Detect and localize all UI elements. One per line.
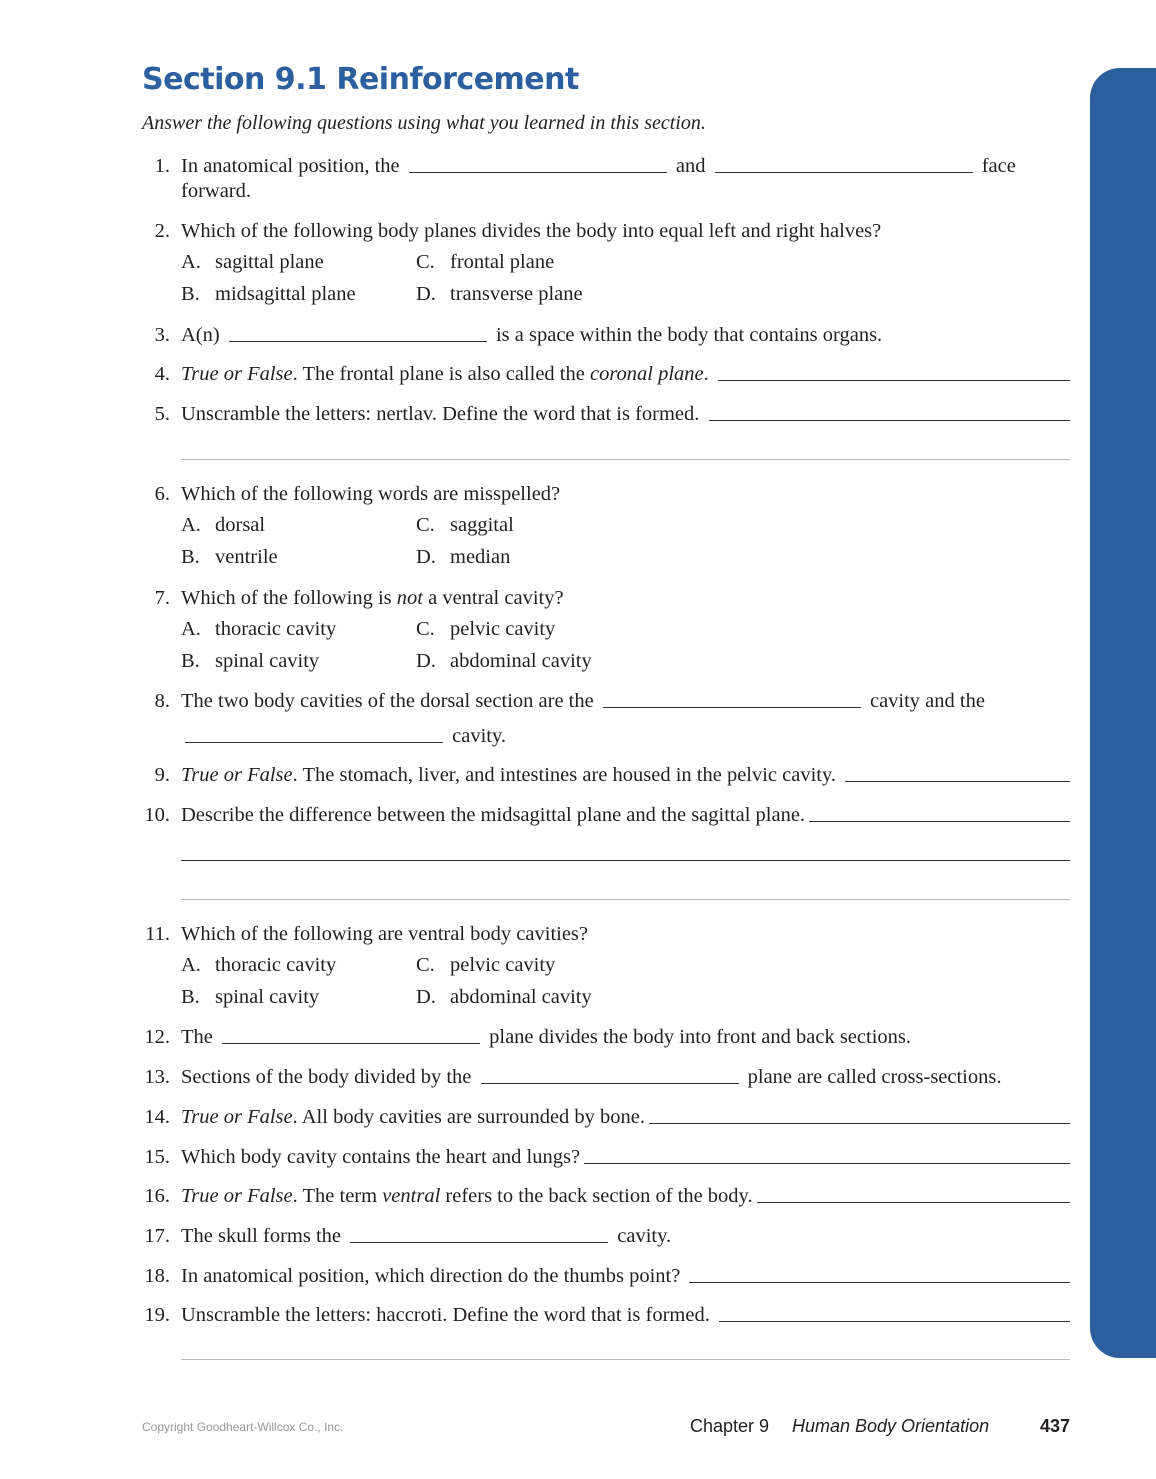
question-line [142, 1222, 1070, 1248]
question-number: 11. [145, 923, 170, 945]
option-text[interactable]: thoracic cavity [215, 618, 337, 640]
option-text[interactable]: frontal plane [450, 251, 555, 273]
question-line [142, 1063, 1070, 1089]
page-number: 437 [1040, 1416, 1071, 1436]
question-line [142, 920, 1070, 946]
question-line [142, 152, 1070, 178]
question-line [142, 177, 1070, 203]
question-number: 15. [144, 1146, 170, 1168]
question-number: 6. [154, 483, 170, 505]
question-text: . [703, 363, 714, 385]
emphasis-text: True or False [181, 1185, 293, 1207]
question-line [142, 1143, 1070, 1169]
question-line [142, 1182, 1070, 1208]
answer-blank[interactable] [689, 1281, 1070, 1283]
question-number: 14. [144, 1106, 170, 1128]
question-line [142, 761, 1070, 787]
option-text[interactable]: pelvic cavity [450, 618, 556, 640]
option-letter: C. [416, 514, 435, 536]
question-text: a ventral cavity? [422, 587, 564, 609]
answer-blank[interactable] [481, 1082, 739, 1084]
section-title: Section 9.1 Reinforcement [142, 62, 579, 97]
option-text[interactable]: abdominal cavity [450, 986, 592, 1008]
question-text: Which of the following are ventral body cavities? [181, 923, 589, 945]
chapter-side-tab [1090, 68, 1156, 1358]
option-letter: A. [181, 618, 201, 640]
question-text: Unscramble the letters: nertlav. Define the word that is formed. [181, 403, 705, 425]
question-number: 17. [144, 1225, 170, 1247]
question-text: Unscramble the letters: haccroti. Define the word that is formed. [181, 1304, 715, 1326]
option-letter: C. [416, 251, 435, 273]
question-text: plane divides the body into front and back sections. [484, 1026, 911, 1048]
question-text: plane are called cross-sections. [742, 1066, 1002, 1088]
option-text[interactable]: spinal cavity [215, 650, 320, 672]
answer-blank[interactable] [809, 820, 1070, 822]
question-text: cavity. [612, 1225, 672, 1247]
question-text: face [976, 155, 1016, 177]
answer-blank[interactable] [649, 1122, 1070, 1124]
answer-blank[interactable] [185, 741, 443, 743]
question-line [142, 722, 1070, 748]
question-text: In anatomical position, which direction do the thumbs point? [181, 1265, 686, 1287]
option-letter: C. [416, 618, 435, 640]
answer-blank[interactable] [603, 706, 861, 708]
emphasis-text: ventral [382, 1185, 441, 1207]
answer-blank[interactable] [584, 1162, 1070, 1164]
chapter-label: Chapter 9 [690, 1416, 770, 1436]
option-letter: A. [181, 251, 201, 273]
question-text: is a space within the body that contains organs. [490, 324, 883, 346]
emphasis-text: True or False [181, 363, 293, 385]
option-letter: C. [416, 954, 435, 976]
question-number: 8. [154, 690, 170, 712]
answer-line[interactable] [181, 899, 1070, 900]
option-letter: D. [416, 546, 436, 568]
instructions: Answer the following questions using what you learned in this section. [142, 112, 706, 134]
question-line [142, 1103, 1070, 1129]
question-number: 9. [154, 764, 170, 786]
question-text: The [181, 1026, 218, 1048]
answer-blank[interactable] [350, 1241, 608, 1243]
question-text: . The frontal plane is also called the [292, 363, 590, 385]
question-text: and [670, 155, 711, 177]
emphasis-text: coronal plane [589, 363, 704, 385]
option-letter: B. [181, 283, 200, 305]
question-line [142, 1262, 1070, 1288]
question-number: 13. [144, 1066, 170, 1088]
option-letter: D. [416, 650, 436, 672]
option-text[interactable]: abdominal cavity [450, 650, 592, 672]
question-text: A(n) [181, 324, 225, 346]
option-letter: D. [416, 986, 436, 1008]
chapter-name: Human Body Orientation [792, 1416, 990, 1436]
question-number: 2. [154, 220, 170, 242]
question-text: . All body cavities are surrounded by bone. [292, 1106, 646, 1128]
option-letter: B. [181, 546, 200, 568]
answer-line[interactable] [181, 1359, 1070, 1360]
option-text[interactable]: midsagittal plane [215, 283, 356, 305]
answer-blank[interactable] [409, 171, 667, 173]
question-text: Describe the difference between the midsagittal plane and the sagittal plane. [181, 804, 806, 826]
option-text[interactable]: thoracic cavity [215, 954, 337, 976]
question-number: 5. [154, 403, 170, 425]
question-number: 7. [154, 587, 170, 609]
question-line [142, 217, 1070, 243]
answer-blank[interactable] [709, 419, 1070, 421]
question-text: The skull forms the [181, 1225, 347, 1247]
option-text[interactable]: median [450, 546, 511, 568]
question-number: 19. [144, 1304, 170, 1326]
question-number: 4. [154, 363, 170, 385]
question-text: . The stomach, liver, and intestines are housed in the pelvic cavity. [292, 764, 842, 786]
option-text[interactable]: pelvic cavity [450, 954, 556, 976]
option-letter: D. [416, 283, 436, 305]
question-text: Which body cavity contains the heart and lungs? [181, 1146, 581, 1168]
question-line [142, 801, 1070, 827]
option-letter: B. [181, 650, 200, 672]
question-text: Which of the following is [181, 587, 397, 609]
copyright: Copyright Goodheart-Willcox Co., Inc. [142, 1420, 344, 1434]
option-text[interactable]: ventrile [215, 546, 278, 568]
option-text[interactable]: spinal cavity [215, 986, 320, 1008]
question-text: In anatomical position, the [181, 155, 405, 177]
question-line [142, 1301, 1070, 1327]
question-number: 3. [154, 324, 170, 346]
answer-blank[interactable] [845, 780, 1070, 782]
question-line [142, 480, 1070, 506]
question-text: forward. [181, 180, 252, 202]
question-text: . The term [292, 1185, 383, 1207]
question-text: cavity. [447, 725, 507, 747]
question-line [142, 1023, 1070, 1049]
emphasis-text: not [396, 587, 423, 609]
question-text: Which of the following body planes divides the body into equal left and right halves? [181, 220, 882, 242]
question-number: 10. [144, 804, 170, 826]
answer-line[interactable] [181, 459, 1070, 460]
question-text: Which of the following words are misspelled? [181, 483, 561, 505]
answer-blank[interactable] [718, 379, 1070, 381]
emphasis-text: True or False [181, 764, 293, 786]
emphasis-text: True or False [181, 1106, 293, 1128]
question-text: refers to the back section of the body. [440, 1185, 753, 1207]
question-text: The two body cavities of the dorsal section are the [181, 690, 599, 712]
question-number: 1. [154, 155, 170, 177]
question-number: 12. [144, 1026, 170, 1048]
answer-blank[interactable] [757, 1201, 1070, 1203]
option-letter: B. [181, 986, 200, 1008]
answer-blank[interactable] [715, 171, 973, 173]
option-text[interactable]: saggital [450, 514, 514, 536]
option-letter: A. [181, 514, 201, 536]
question-line [142, 584, 1070, 610]
option-text[interactable]: transverse plane [450, 283, 583, 305]
option-text[interactable]: sagittal plane [215, 251, 324, 273]
question-line [142, 400, 1070, 426]
option-letter: A. [181, 954, 201, 976]
answer-blank[interactable] [222, 1042, 480, 1044]
answer-blank[interactable] [719, 1320, 1070, 1322]
question-number: 16. [144, 1185, 170, 1207]
answer-blank[interactable] [229, 340, 487, 342]
question-line [142, 360, 1070, 386]
question-line [142, 321, 1070, 347]
answer-line[interactable] [181, 860, 1070, 861]
question-text: Sections of the body divided by the [181, 1066, 477, 1088]
question-text: cavity and the [864, 690, 985, 712]
option-text[interactable]: dorsal [215, 514, 266, 536]
question-line [142, 687, 1070, 713]
question-number: 18. [144, 1265, 170, 1287]
